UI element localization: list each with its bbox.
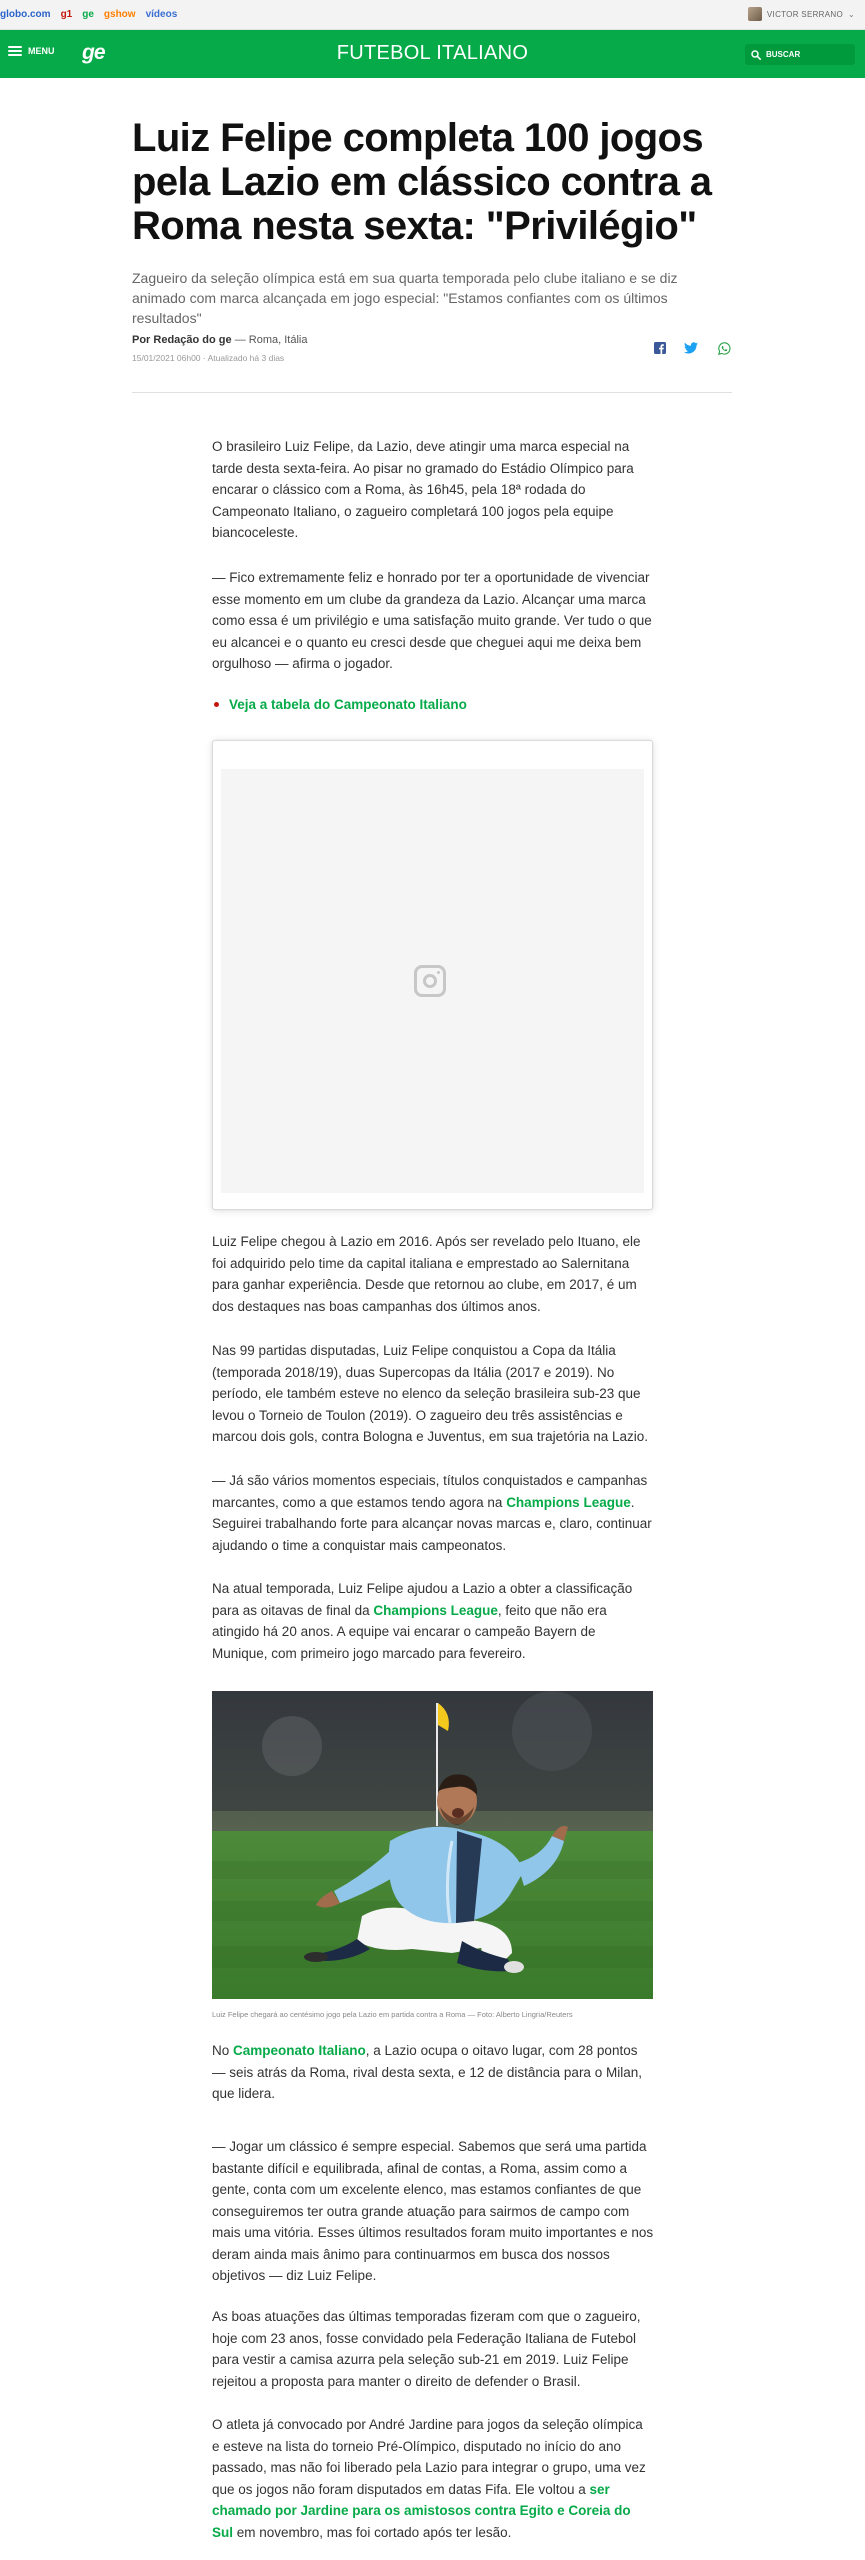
site-header (0, 30, 865, 78)
instagram-icon (414, 965, 446, 997)
globo-nav (0, 9, 177, 20)
hamburger-icon (8, 46, 22, 56)
paragraph-9: As boas atuações das últimas temporadas fizeram com que o zagueiro, hoje com 23 anos, fosse convidado pela Federação Italiana de Futebol para vestir a camisa azurra pela seleção sub-21 em 2019. Luiz Felipe rejeitou a proposta para manter o direito de defender o Brasil. (212, 2309, 641, 2389)
share-facebook-button[interactable] (652, 340, 668, 356)
paragraph-3: Luiz Felipe chegou à Lazio em 2016. Após ser revelado pelo Ituano, ele foi adquirido pelo time da capital italiana e emprestado ao Salernitana para ganhar experiência. Desde que retornou ao clube, em 2017, é um dos destaques nas boas campanhas dos últimos anos. (212, 1234, 641, 1314)
facebook-icon (654, 342, 666, 354)
player-celebrating-image (212, 1691, 653, 1999)
globo-link[interactable]: vídeos (145, 9, 178, 20)
paragraph-4: Nas 99 partidas disputadas, Luiz Felipe conquistou a Copa da Itália (temporada 2018/19), duas Supercopas da Itália (2017 e 2019). No período, ele também esteve no elenco da seleção brasileira sub-23 que levou o Torneio de Toulon (2019). O zagueiro deu três assistências e marcou dois gols, contra Bologna e Juventus, em sua trajetória na Lazio. (212, 1343, 648, 1444)
text-fragment: , feito que não era atingido há 20 anos. A equipe vai encarar o campeão Bayern de Munique, com primeiro jogo marcado para fevereiro. (212, 1602, 607, 1661)
menu-button[interactable] (8, 46, 55, 56)
jardine-link[interactable]: ser chamado por Jardine para os amistosos contra Egito e Coreia do Sul (212, 2481, 631, 2540)
search-label: BUSCAR (766, 50, 801, 59)
globo-link[interactable]: ge (82, 9, 94, 20)
text-fragment: em novembro, mas foi cortado após ter lesão. (233, 2524, 512, 2540)
search-button[interactable] (745, 44, 855, 65)
paragraph-2: — Fico extremamente feliz e honrado por ter a oportunidade de vivenciar esse momento em um clube da grandeza da Lazio. Alcançar uma marca como essa é um privilégio e uma satisfação muito grande. Ver tudo o que eu alcancei e o quanto eu cresci desde que cheguei aqui me deixa bem orgulhoso — afirma o jogador. (212, 570, 652, 671)
globo-link[interactable]: globo.com (0, 9, 51, 20)
menu-label: MENU (28, 46, 55, 56)
byline (132, 334, 307, 346)
section-title: FUTEBOL ITALIANO (336, 42, 529, 64)
ge-logo[interactable]: ge (82, 41, 105, 64)
text-fragment: — Já são vários momentos especiais, títulos conquistados e campanhas marcantes, como a que estamos tendo agora na (212, 1473, 648, 1510)
globo-link[interactable]: g1 (60, 9, 73, 20)
paragraph-8: — Jogar um clássico é sempre especial. Sabemos que será uma partida bastante difícil e equilibrada, afinal de contas, a Roma, assim como a gente, conta com um excelente elenco, mas estamos confiantes de que conseguiremos ter outra grande atuação para sairmos de campo com mais uma vitória. Esses últimos resultados foram muito importantes e nos deram ainda mais ânimo para continuarmos em busca dos nossos objetivos — diz Luiz Felipe. (212, 2139, 654, 2283)
paragraph-6 (212, 1578, 654, 1664)
article-subtitle: Zagueiro da seleção olímpica está em sua quarta temporada pelo clube italiano e se diz animado com marca alcançada em jogo especial: "Estamos confiantes com os últimos resultados" (132, 270, 678, 326)
globo-bar (0, 0, 865, 30)
champions-league-link[interactable]: Champions League (373, 1602, 498, 1618)
text-fragment: . Seguirei trabalhando forte para alcançar novas marcas e, claro, continuar ajudando o time a conquistar mais campeonatos. (212, 1494, 652, 1553)
paragraph-10 (212, 2414, 654, 2543)
text-fragment: Na atual temporada, Luiz Felipe ajudou a Lazio a obter a classificação para as oitavas de final da (212, 1581, 633, 1618)
embed-placeholder (221, 769, 644, 1193)
bullet-dot (214, 702, 219, 707)
user-name: VICTOR SERRANO (766, 9, 843, 19)
champions-league-link[interactable]: Champions League (506, 1494, 631, 1510)
campeonato-italiano-link[interactable]: Campeonato Italiano (233, 2043, 366, 2058)
photo-caption: Luiz Felipe chegará ao centésimo jogo pela Lazio em partida contra a Roma — Foto: Alberto Lingria/Reuters (212, 2010, 573, 2019)
avatar (748, 7, 762, 21)
text-fragment: No (212, 2043, 234, 2058)
publish-date: 15/01/2021 06h00 · Atualizado há 3 dias (132, 353, 285, 363)
header-divider (132, 392, 732, 393)
text-fragment: O atleta já convocado por André Jardine para jogos da seleção olímpica e esteve na lista do torneio Pré-Olímpico, disputado no início do ano passado, mas não foi liberado pela Lazio para integrar o grupo, uma vez que os jogos não foram disputados em datas Fifa. Ele voltou a (212, 2417, 646, 2497)
share-twitter-button[interactable] (683, 340, 699, 356)
paragraph-1: O brasileiro Luiz Felipe, da Lazio, deve atingir uma marca especial na tarde desta sexta-feira. Ao pisar no gramado do Estádio Olímpico para encarar o clássico com a Roma, às 16h45, pela 18ª rodada do Campeonato Italiano, o zagueiro completará 100 jogos pela equipe biancoceleste. (212, 439, 634, 540)
chevron-down-icon: ⌄ (847, 9, 855, 19)
location: — Roma, Itália (234, 334, 308, 346)
list-item (214, 697, 467, 712)
share-whatsapp-button[interactable] (716, 340, 732, 356)
article-title: Luiz Felipe completa 100 jogos pela Lazio em clássico contra a Roma nesta sexta: "Privilégio" (132, 116, 712, 248)
whatsapp-icon (718, 342, 731, 355)
instagram-embed[interactable] (212, 740, 653, 1210)
author: Por Redação do ge (132, 334, 232, 346)
standings-link[interactable]: Veja a tabela do Campeonato Italiano (229, 697, 467, 712)
user-menu[interactable] (748, 7, 855, 21)
paragraph-5 (212, 1470, 654, 1556)
search-icon (751, 50, 761, 60)
article-photo (212, 1691, 653, 1999)
twitter-icon (684, 342, 698, 354)
paragraph-7 (212, 2040, 654, 2105)
globo-link[interactable]: gshow (103, 9, 136, 20)
text-fragment: , a Lazio ocupa o oitavo lugar, com 28 pontos — seis atrás da Roma, rival desta sexta, e 12 de distância para o Milan, que lidera. (212, 2043, 642, 2101)
